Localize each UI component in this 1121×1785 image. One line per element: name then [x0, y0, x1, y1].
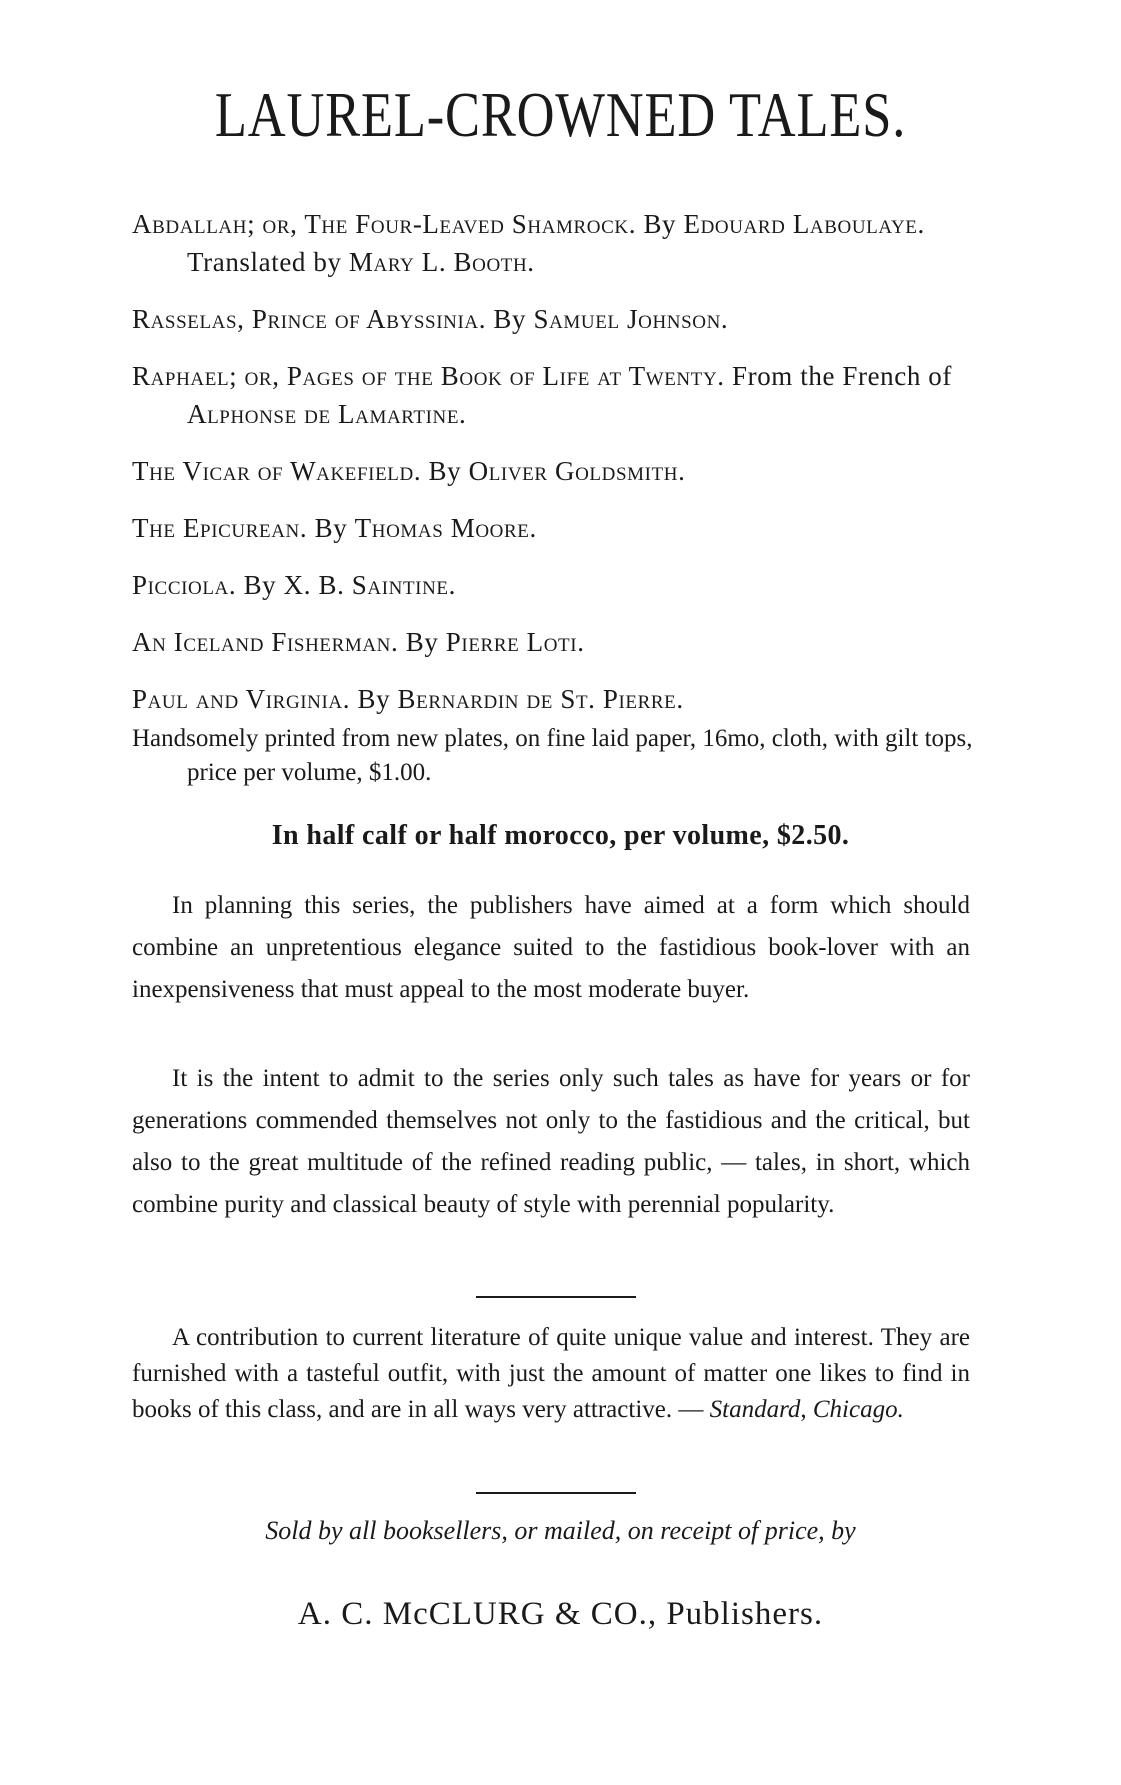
book-author: Oliver Goldsmith. — [468, 456, 686, 486]
book-title: The Epicurean. — [132, 513, 308, 543]
page-title: LAUREL-CROWNED TALES. — [214, 79, 907, 150]
book-entry — [132, 509, 1012, 547]
book-entry — [132, 566, 1012, 604]
book-title: An Iceland Fisherman. — [132, 627, 399, 657]
book-by: By — [493, 304, 527, 334]
book-entry — [132, 680, 1012, 718]
book-entry — [132, 300, 1012, 338]
sold-by-note: Sold by all booksellers, or mailed, on receipt of price, by — [265, 1516, 856, 1545]
divider — [476, 1296, 636, 1298]
book-by: By — [357, 684, 391, 714]
description-paragraph: In planning this series, the publishers have aimed at a form which should combine an unpretentious elegance suited to the fastidious book-lover with an inexpensiveness that must appeal to the most moderate buyer. — [132, 892, 970, 1003]
publisher-name: A. C. McCLURG & CO., Publishers. — [297, 1596, 824, 1632]
quote-text: A contribution to current literature of quite unique value and interest. They are furnished with a tasteful outfit, with just the amount of matter one likes to find in books of this class, and are in all ways very attractive. — — [132, 1324, 970, 1423]
divider — [476, 1492, 636, 1494]
book-entry — [132, 623, 1012, 661]
book-author: Pierre Loti. — [445, 627, 585, 657]
book-translator-label: Translated by — [187, 247, 342, 277]
book-list — [132, 205, 1012, 737]
book-title: The Vicar of Wakefield. — [132, 456, 422, 486]
book-entry — [132, 205, 1012, 281]
book-title: Abdallah; or, The Four-Leaved Shamrock. — [132, 209, 637, 239]
book-entry — [132, 357, 1012, 433]
book-title: Raphael; or, Pages of the Book of Life at Twenty. — [132, 361, 725, 391]
book-by: By — [243, 570, 277, 600]
book-author: X. B. Saintine. — [283, 570, 456, 600]
quote-source: Standard — [709, 1396, 801, 1423]
book-author: Alphonse de Lamartine. — [187, 399, 467, 429]
book-title: Picciola. — [132, 570, 237, 600]
half-binding-price: In half calf or half morocco, per volume, $2.50. — [271, 820, 850, 851]
book-entry — [132, 452, 1012, 490]
book-author: Edouard Laboulaye. — [683, 209, 925, 239]
book-by: By — [314, 513, 348, 543]
book-by: By — [428, 456, 462, 486]
review-quote: A contribution to current literature of quite unique value and interest. They are furnished with a tasteful outfit, with just the amount of matter one likes to find in books of this class, and are in all ways very attractive. — Standard, Chicago. — [132, 1324, 970, 1423]
book-author: Samuel Johnson. — [533, 304, 729, 334]
book-title: Paul and Virginia. — [132, 684, 351, 714]
book-title: Rasselas, Prince of Abyssinia. — [132, 304, 487, 334]
book-author: Bernardin de St. Pierre. — [397, 684, 684, 714]
pricing-note: Handsomely printed from new plates, on fine laid paper, 16mo, cloth, with gilt tops, price per volume, $1.00. — [132, 725, 973, 786]
description-paragraph: It is the intent to admit to the series only such tales as have for years or for generations commended themselves not only to the fastidious and the critical, but also to the great multitude of the refined reading public, — tales, in short, which combine purity and classical beauty of style with perennial popularity. — [132, 1065, 970, 1218]
book-by: By — [643, 209, 677, 239]
quote-city: Chicago. — [812, 1396, 904, 1423]
book-from: From the French of — [731, 361, 952, 391]
book-by: By — [405, 627, 439, 657]
book-translator: Mary L. Booth. — [348, 247, 535, 277]
book-author: Thomas Moore. — [354, 513, 537, 543]
